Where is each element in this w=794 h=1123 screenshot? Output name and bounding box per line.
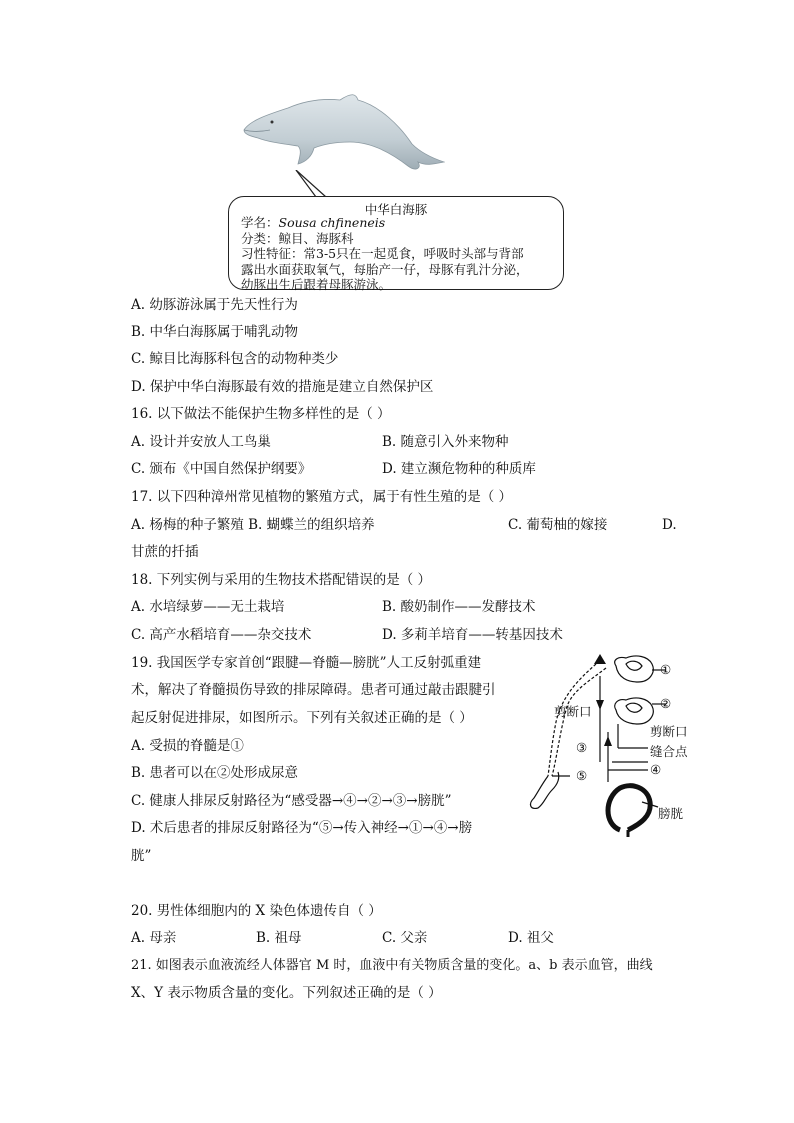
label-cut-right: 剪断口 (650, 724, 688, 739)
q21-stem-line-2: X、Y 表示物质含量的变化。下列叙述正确的是（ ） (131, 985, 442, 1001)
q15-option-b: B. 中华白海豚属于哺乳动物 (131, 324, 299, 340)
label-5: ⑤ (576, 768, 588, 783)
scientific-name-latin: Sousa chfineneis (278, 215, 386, 230)
q20-option-d: D. 祖父 (508, 930, 554, 946)
q16-option-c: C. 颁布《中国自然保护纲要》 (131, 461, 312, 477)
label-2: ② (660, 696, 672, 711)
q21-stem-line-1: 21. 如图表示血液流经人体器官 M 时，血液中有关物质含量的变化。a、b 表示血管，曲线 (131, 958, 653, 973)
q15-option-d: D. 保护中华白海豚最有效的措施是建立自然保护区 (131, 379, 434, 395)
q18-option-c: C. 高产水稻培育——杂交技术 (131, 627, 312, 643)
bubble-title: 中华白海豚 (364, 202, 428, 217)
label-3: ③ (576, 740, 588, 755)
label-4: ④ (650, 762, 662, 777)
label-suture: 缝合点 (650, 744, 688, 759)
label-1: ① (660, 662, 672, 677)
q16-option-a: A. 设计并安放人工鸟巢 (131, 434, 271, 450)
q20-stem: 20. 男性体细胞内的 X 染色体遗传自（ ） (131, 903, 382, 919)
habits-line-2: 露出水面获取氧气，每胎产一仔，母豚有乳汁分泌， (241, 261, 529, 277)
classification: 分类：鲸目、海豚科 (241, 230, 354, 246)
q15-option-c: C. 鲸目比海豚科包含的动物种类少 (131, 351, 339, 367)
habits-line-1: 习性特征：常3-5只在一起觅食，呼吸时头部与背部 (241, 246, 524, 261)
habits-line-3: 幼豚出生后跟着母豚游泳。 (241, 277, 392, 292)
q18-option-b: B. 酸奶制作——发酵技术 (382, 599, 536, 615)
q19-option-d-line-1: D. 术后患者的排尿反射路径为“⑤→传入神经→①→④→膀 (131, 820, 473, 836)
q20-option-c: C. 父亲 (382, 930, 428, 946)
q18-stem: 18. 下列实例与采用的生物技术搭配错误的是（ ） (131, 572, 432, 588)
q17-stem: 17. 以下四种漳州常见植物的繁殖方式，属于有性生殖的是（ ） (131, 489, 513, 505)
q19-option-c: C. 健康人排尿反射路径为“感受器→④→②→③→膀胱” (131, 793, 452, 809)
q16-stem: 16. 以下做法不能保护生物多样性的是（ ） (131, 406, 391, 422)
q19-option-b: B. 患者可以在②处形成尿意 (131, 765, 299, 781)
label-bladder: 膀胱 (658, 806, 684, 821)
q19-stem-line-1: 19. 我国医学专家首创“跟腱—脊髓—膀胱”人工反射弧重建 (131, 655, 482, 671)
q19-option-d-line-2: 胱” (131, 848, 152, 864)
q19-stem-line-2: 术，解决了脊髓损伤导致的排尿障碍。患者可通过敲击跟腱引 (131, 682, 496, 698)
reflex-arc-drawing (508, 652, 728, 837)
q17-option-c: C. 葡萄柚的嫁接 (508, 517, 608, 533)
label-cut-left: 剪断口 (554, 704, 592, 719)
scientific-name (241, 215, 385, 231)
q20-option-b: B. 祖母 (256, 930, 302, 946)
q19-option-a: A. 受损的脊髓是① (131, 738, 244, 754)
chinese-white-dolphin-image (240, 92, 445, 174)
q16-option-b: B. 随意引入外来物种 (382, 434, 509, 450)
q17-options-ab: A. 杨梅的种子繁殖 B. 蝴蝶兰的组织培养 (131, 517, 375, 533)
q19-stem-line-3: 起反射促进排尿，如图所示。下列有关叙述正确的是（ ） (131, 710, 473, 726)
q17-option-d-text: 甘蔗的扦插 (131, 544, 199, 560)
q18-option-a: A. 水培绿萝——无土栽培 (131, 599, 285, 615)
reflex-arc-diagram (508, 652, 728, 837)
q16-option-d: D. 建立濒危物种的种质库 (382, 461, 536, 477)
q20-option-a: A. 母亲 (131, 930, 177, 946)
q15-option-a: A. 幼豚游泳属于先天性行为 (131, 297, 298, 313)
dolphin-info-bubble (228, 196, 564, 290)
q18-option-d: D. 多莉羊培育——转基因技术 (382, 627, 563, 643)
q17-option-d-label: D. (662, 517, 677, 533)
scientific-name-prefix: 学名： (241, 215, 279, 230)
